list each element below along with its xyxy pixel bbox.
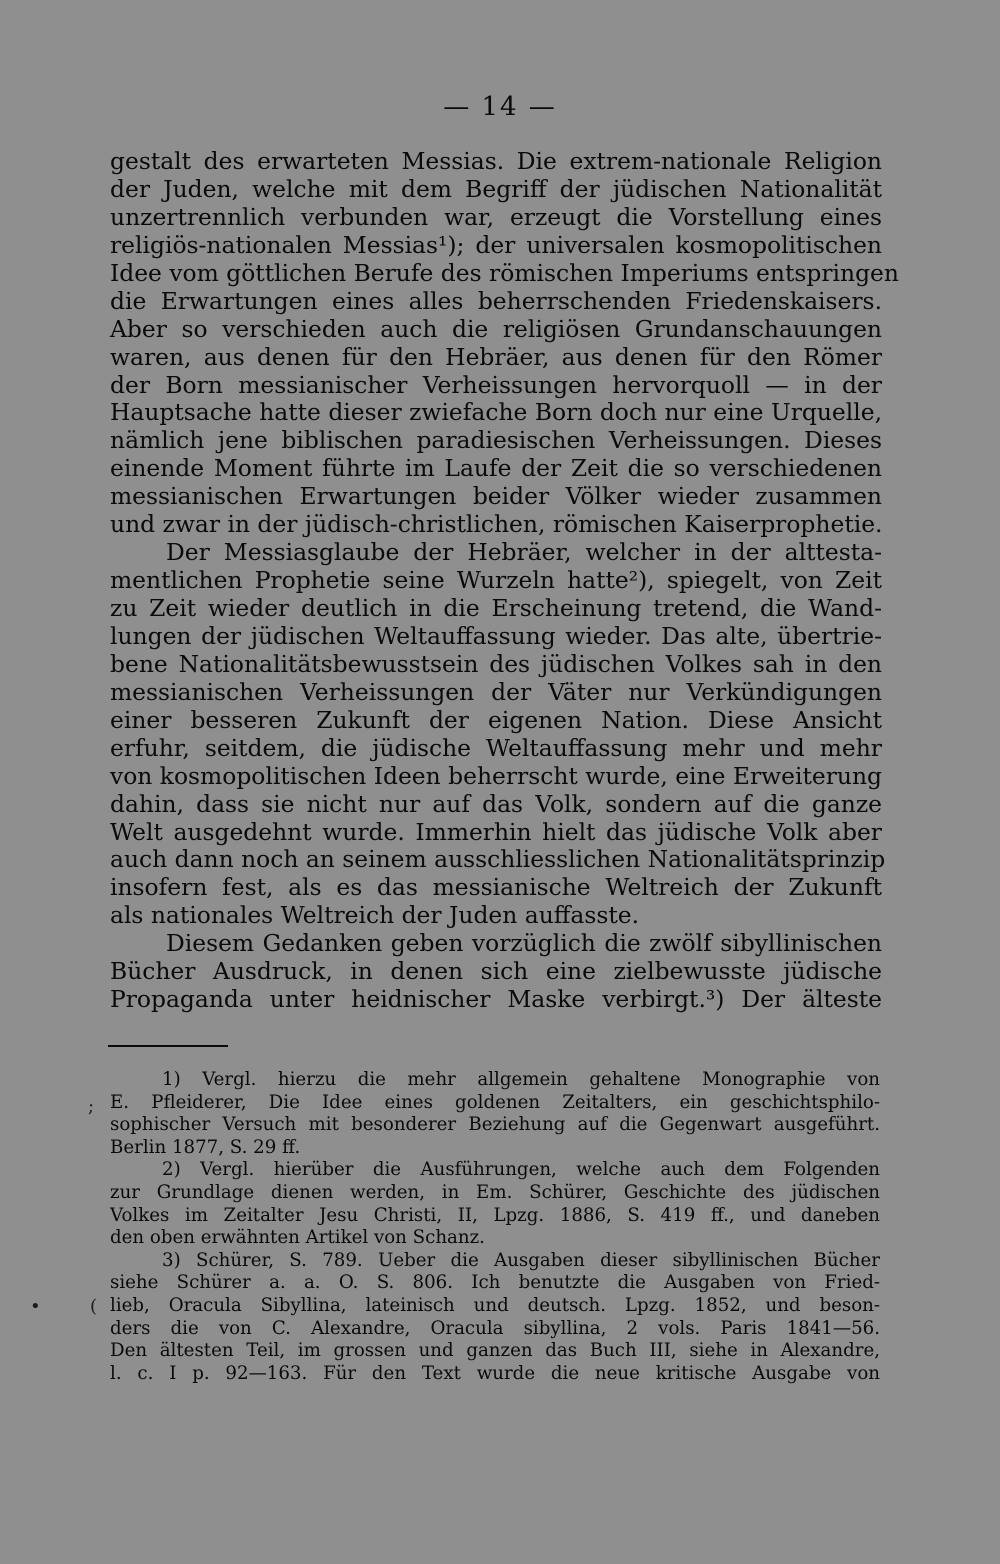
body-line: Idee vom göttlichen Berufe des römischen Imperiums entspringen bbox=[110, 258, 899, 287]
footnote-2-line: zur Grundlage dienen werden, in Em. Schürer, Geschichte des jüdischen bbox=[110, 1181, 880, 1203]
body-line: die Erwartungen eines alles beherrschenden Friedenskaisers. bbox=[110, 286, 882, 315]
body-line: zu Zeit wieder deutlich in die Erscheinung tretend, die Wand- bbox=[110, 594, 882, 622]
body-line: mentlichen Prophetie seine Wurzeln hatte²), spiegelt, von Zeit bbox=[110, 566, 882, 595]
body-line: messianischen Verheissungen der Väter nur Verkündigungen bbox=[110, 677, 882, 706]
body-line: unzertrennlich verbunden war, erzeugt die Vorstellung eines bbox=[110, 202, 882, 231]
footnote-1-line: sophischer Versuch mit besonderer Beziehung auf die Gegenwart ausgeführt. bbox=[110, 1114, 880, 1136]
body-line: von kosmopolitischen Ideen beherrscht wurde, eine Erweiterung bbox=[110, 761, 882, 790]
footnote-3-line: lieb, Oracula Sibyllina, lateinisch und deutsch. Lpzg. 1852, und beson- bbox=[110, 1294, 880, 1316]
margin-mark: ( bbox=[90, 1296, 98, 1317]
body-line: als nationales Weltreich der Juden auffasste. bbox=[110, 901, 640, 930]
body-line: einende Moment führte im Laufe der Zeit die so verschiedenen bbox=[110, 454, 882, 483]
body-line: einer besseren Zukunft der eigenen Nation. Diese Ansicht bbox=[110, 705, 882, 734]
body-line: und zwar in der jüdisch-christlichen, römischen Kaiserprophetie. bbox=[110, 510, 883, 539]
footnote-3-line: ders die von C. Alexandre, Oracula sibyllina, 2 vols. Paris 1841—56. bbox=[110, 1317, 880, 1339]
body-line: der Juden, welche mit dem Begriff der jüdischen Nationalität bbox=[110, 174, 882, 203]
footnote-2-line: Volkes im Zeitalter Jesu Christi, II, Lpzg. 1886, S. 419 ff., und daneben bbox=[110, 1204, 880, 1226]
footnote-2-line: den oben erwähnten Artikel von Schanz. bbox=[110, 1227, 485, 1249]
body-line: bene Nationalitätsbewusstsein des jüdischen Volkes sah in den bbox=[110, 649, 882, 678]
footnote-2-line: 2) Vergl. hierüber die Ausführungen, welche auch dem Folgenden bbox=[162, 1159, 880, 1181]
body-line: messianischen Erwartungen beider Völker wieder zusammen bbox=[110, 482, 882, 511]
body-line: nämlich jene biblischen paradiesischen Verheissungen. Dieses bbox=[110, 426, 882, 455]
margin-mark: • bbox=[30, 1296, 41, 1317]
footnote-1-line: 1) Vergl. hierzu die mehr allgemein gehaltene Monographie von bbox=[162, 1069, 880, 1090]
body-line: insofern fest, als es das messianische Weltreich der Zukunft bbox=[110, 873, 882, 902]
main-text bbox=[110, 147, 899, 1014]
footnote-3-line: l. c. I p. 92—163. Für den Text wurde die neue kritische Ausgabe von bbox=[110, 1362, 880, 1384]
body-line: Propaganda unter heidnischer Maske verbirgt.³) Der älteste bbox=[110, 985, 882, 1014]
body-line: Welt ausgedehnt wurde. Immerhin hielt das jüdische Volk aber bbox=[110, 817, 882, 846]
page-number: — 14 — bbox=[443, 92, 557, 122]
body-line: waren, aus denen für den Hebräer, aus denen für den Römer bbox=[110, 342, 882, 371]
body-line: lungen der jüdischen Weltauffassung wieder. Das alte, übertrie- bbox=[110, 621, 882, 650]
footnote-3-line: 3) Schürer, S. 789. Ueber die Ausgaben dieser sibyllinischen Bücher bbox=[162, 1249, 880, 1271]
body-line: erfuhr, seitdem, die jüdische Weltauffassung mehr und mehr bbox=[110, 733, 882, 762]
body-line: dahin, dass sie nicht nur auf das Volk, sondern auf die ganze bbox=[110, 789, 882, 818]
body-line: Bücher Ausdruck, in denen sich eine zielbewusste jüdische bbox=[110, 957, 882, 986]
body-line: Aber so verschieden auch die religiösen Grundanschauungen bbox=[110, 314, 882, 343]
body-line: Diesem Gedanken geben vorzüglich die zwölf sibyllinischen bbox=[166, 929, 882, 958]
footnote-1-line: E. Pfleiderer, Die Idee eines goldenen Zeitalters, ein geschichtsphilo- bbox=[110, 1091, 880, 1113]
body-line: gestalt des erwarteten Messias. Die extrem-nationale Religion bbox=[110, 147, 882, 175]
footnote-1-line: Berlin 1877, S. 29 ff. bbox=[110, 1136, 301, 1158]
margin-mark: ; bbox=[88, 1096, 95, 1117]
body-line: der Born messianischer Verheissungen hervorquoll — in der bbox=[110, 370, 882, 399]
body-line: religiös-nationalen Messias¹); der universalen kosmopolitischen bbox=[110, 230, 882, 259]
footnote-3-line: siehe Schürer a. a. O. S. 806. Ich benutzte die Ausgaben von Fried- bbox=[110, 1272, 880, 1294]
body-line: Hauptsache hatte dieser zwiefache Born doch nur eine Urquelle, bbox=[110, 398, 882, 427]
body-line: Der Messiasglaube der Hebräer, welcher in der alttesta- bbox=[166, 538, 882, 567]
footnotes bbox=[110, 1069, 880, 1385]
footnote-divider bbox=[108, 1045, 228, 1047]
footnote-3-line: Den ältesten Teil, im grossen und ganzen das Buch III, siehe in Alexandre, bbox=[110, 1340, 880, 1362]
body-line: auch dann noch an seinem ausschliesslichen Nationalitätsprinzip bbox=[110, 845, 886, 874]
